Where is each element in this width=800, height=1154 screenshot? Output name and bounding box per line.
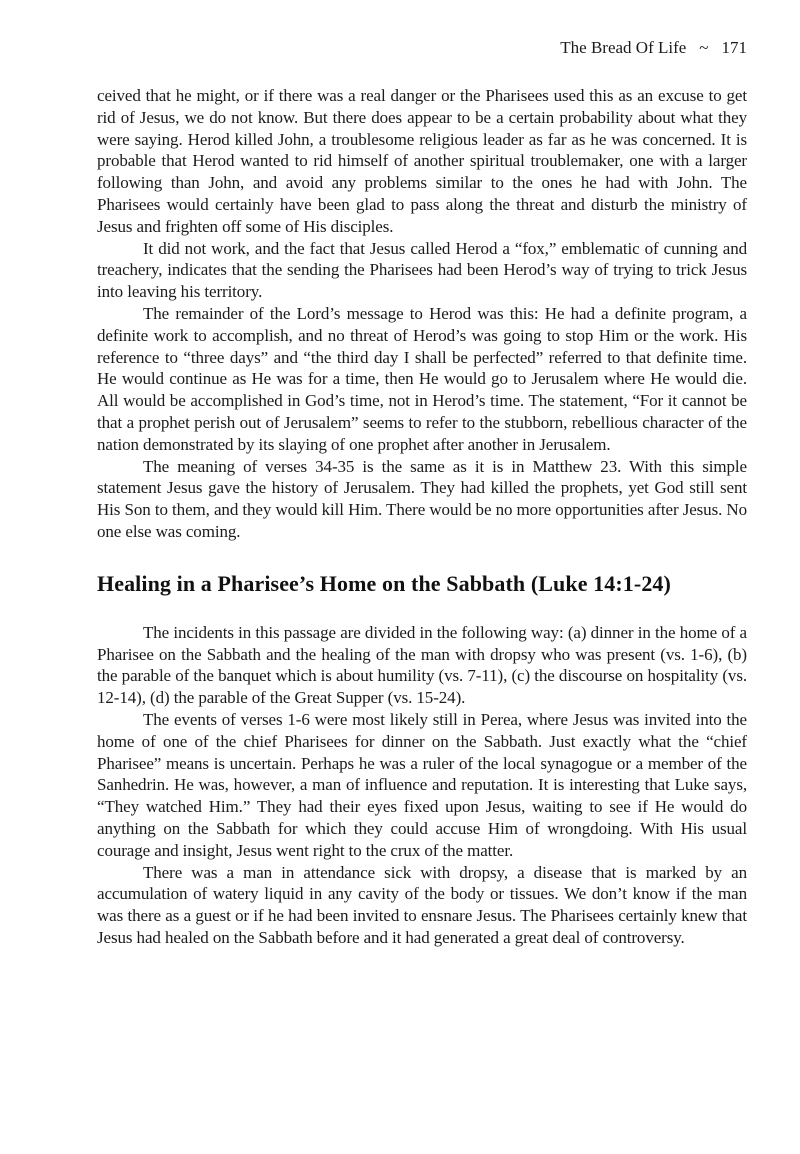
header-separator: ~: [699, 38, 709, 57]
paragraph: The remainder of the Lord’s message to Herod was this: He had a definite program, a definite work to accomplish, and no threat of Herod’s was going to stop Him or the work. His reference to “three days” and “the third day I shall be perfected” referred to that definite time. He would continue as He was for a time, then He would go to Jerusalem where He would die. All would be accomplished in God’s time, not in Herod’s time. The statement, “For it cannot be that a prophet perish out of Jerusalem” seems to refer to the stubborn, rebellious character of the nation demonstrated by its slaying of one prophet after another in Jerusalem.: [97, 303, 747, 454]
running-header: [97, 38, 747, 58]
paragraph: The meaning of verses 34-35 is the same as it is in Matthew 23. With this simple statement Jesus gave the history of Jerusalem. They had killed the prophets, yet God still sent His Son to them, and they would kill Him. There would be no more opportunities after Jesus. No one else was coming.: [97, 456, 747, 541]
paragraph: The events of verses 1-6 were most likely still in Perea, where Jesus was invited into the home of one of the chief Pharisees for dinner on the Sabbath. Just exactly what the “chief Pharisee” means is uncertain. Perhaps he was a ruler of the local synagogue or a member of the Sanhedrin. He was, however, a man of influence and reputation. It is interesting that Luke says, “They watched Him.” They had their eyes fixed upon Jesus, waiting to see if He would do anything on the Sabbath for which they could accuse Him of wrongdoing. With His usual courage and insight, Jesus went right to the crux of the matter.: [97, 709, 747, 860]
book-title: The Bread Of Life: [560, 38, 687, 57]
section-heading: Healing in a Pharisee’s Home on the Sabbath (Luke 14:1-24): [97, 570, 671, 596]
paragraph: ceived that he might, or if there was a real danger or the Pharisees used this as an excuse to get rid of Jesus, we do not know. But there does appear to be a certain probability about what they were saying. Herod killed John, a troublesome religious leader as far as he was concerned. It is probable that Herod wanted to rid himself of another spiritual troublemaker, one with a larger following than John, and avoid any problems similar to the ones he had with John. The Pharisees would certainly have been glad to pass along the threat and disturb the ministry of Jesus and frighten off some of His disciples.: [97, 86, 747, 236]
paragraph: The incidents in this passage are divided in the following way: (a) dinner in the home of a Pharisee on the Sabbath and the healing of the man with dropsy who was present (vs. 1-6), (b) the parable of the banquet which is about humility (vs. 7-11), (c) the discourse on hospitality (vs. 12-14), (d) the parable of the Great Supper (vs. 15-24).: [97, 622, 747, 708]
page-body: [97, 85, 747, 949]
page-number: 171: [721, 38, 747, 57]
paragraph: It did not work, and the fact that Jesus called Herod a “fox,” emblematic of cunning and treachery, indicates that the sending the Pharisees had been Herod’s way of trying to trick Jesus into leaving his territory.: [97, 238, 747, 302]
paragraph: There was a man in attendance sick with dropsy, a disease that is marked by an accumulation of watery liquid in any cavity of the body or tissues. We don’t know if the man was there as a guest or if he had been invited to ensnare Jesus. The Pharisees certainly knew that Jesus had healed on the Sabbath before and it had generated a great deal of controversy.: [97, 862, 747, 947]
